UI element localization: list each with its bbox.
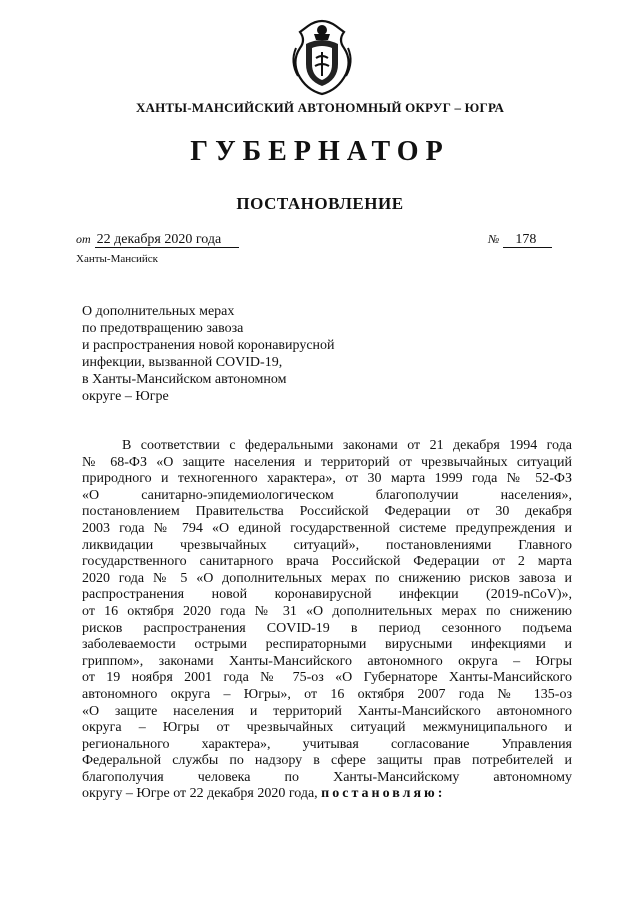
body-line-final bbox=[82, 786, 572, 803]
body-line: 2020 года № 5 «О дополнительных мерах по снижению рисков завоза и bbox=[82, 570, 572, 586]
document-city: Ханты-Мансийск bbox=[76, 253, 159, 265]
document-body bbox=[82, 438, 572, 803]
body-line: 2003 года № 794 «О единой государственной системе предупреждения и bbox=[82, 520, 572, 536]
body-line: распространения новой коронавирусной инфекции (2019-nCoV)», bbox=[82, 587, 572, 603]
body-line: от 16 октября 2020 года № 31 «О дополнительных мерах по снижению bbox=[82, 603, 572, 619]
document-type: ПОСТАНОВЛЕНИЕ bbox=[236, 194, 404, 213]
body-line: В соответствии с федеральными законами от 21 декабря 1994 года bbox=[122, 438, 572, 453]
organization-name: ХАНТЫ-МАНСИЙСКИЙ АВТОНОМНЫЙ ОКРУГ – ЮГРА bbox=[135, 100, 505, 115]
body-line: автономного округа – Югры», от 16 октября 2007 года № 135-оз bbox=[82, 686, 572, 702]
subject-line: по предотвращению завоза bbox=[82, 321, 244, 336]
date-prefix: от bbox=[76, 232, 91, 246]
document-date bbox=[76, 232, 239, 248]
body-final-text: округу – Югре от 22 декабря 2020 года, bbox=[82, 786, 322, 802]
body-line: заболеваемости острыми респираторными вирусными инфекциями и bbox=[82, 637, 572, 653]
document-number bbox=[488, 232, 552, 248]
body-line: гриппом», законами Ханты-Мансийского автономного округа – Югры bbox=[82, 653, 572, 669]
body-line: № 68-ФЗ «О защите населения и территорий от чрезвычайных ситуаций bbox=[82, 454, 572, 470]
document-subject bbox=[82, 303, 402, 405]
resolution-keyword: постановляю: bbox=[321, 786, 446, 802]
body-line: Федеральной службы по надзору в сфере защиты прав потребителей и bbox=[82, 753, 572, 769]
body-line: ликвидации чрезвычайных ситуаций», постановлениями Главного bbox=[82, 537, 572, 553]
subject-line: в Ханты-Мансийском автономном bbox=[82, 372, 287, 387]
body-line: «О защите населения и территорий Ханты-Мансийского автономного bbox=[82, 703, 572, 719]
body-line: природного и техногенного характера», от 30 марта 1999 года № 52-ФЗ bbox=[82, 471, 572, 487]
coat-of-arms-icon bbox=[288, 18, 356, 96]
body-line: регионального характера», учитывая согласование Управления bbox=[82, 736, 572, 752]
body-line: государственного санитарного врача Российской Федерации от 2 марта bbox=[82, 554, 572, 570]
subject-line: и распространения новой коронавирусной bbox=[82, 338, 335, 353]
number-value: 178 bbox=[503, 232, 552, 248]
body-line: постановлением Правительства Российской Федерации от 30 декабря bbox=[82, 504, 572, 520]
body-line: «О санитарно-эпидемиологическом благополучии населения», bbox=[82, 487, 572, 503]
subject-line: округе – Югре bbox=[82, 389, 169, 404]
date-value: 22 декабря 2020 года bbox=[95, 232, 240, 248]
body-line: рисков распространения COVID-19 в период сезонного подъема bbox=[82, 620, 572, 636]
subject-line: инфекции, вызванной COVID-19, bbox=[82, 355, 283, 370]
body-line: округа – Югры от чрезвычайных ситуаций межмуниципального и bbox=[82, 720, 572, 736]
number-prefix: № bbox=[488, 232, 500, 246]
body-line: от 19 ноября 2001 года № 75-оз «О Губернаторе Ханты-Мансийского bbox=[82, 670, 572, 686]
subject-line: О дополнительных мерах bbox=[82, 304, 235, 319]
author-title: ГУБЕРНАТОР bbox=[190, 136, 450, 167]
body-line: благополучия человека по Ханты-Мансийскому автономному bbox=[82, 769, 572, 785]
